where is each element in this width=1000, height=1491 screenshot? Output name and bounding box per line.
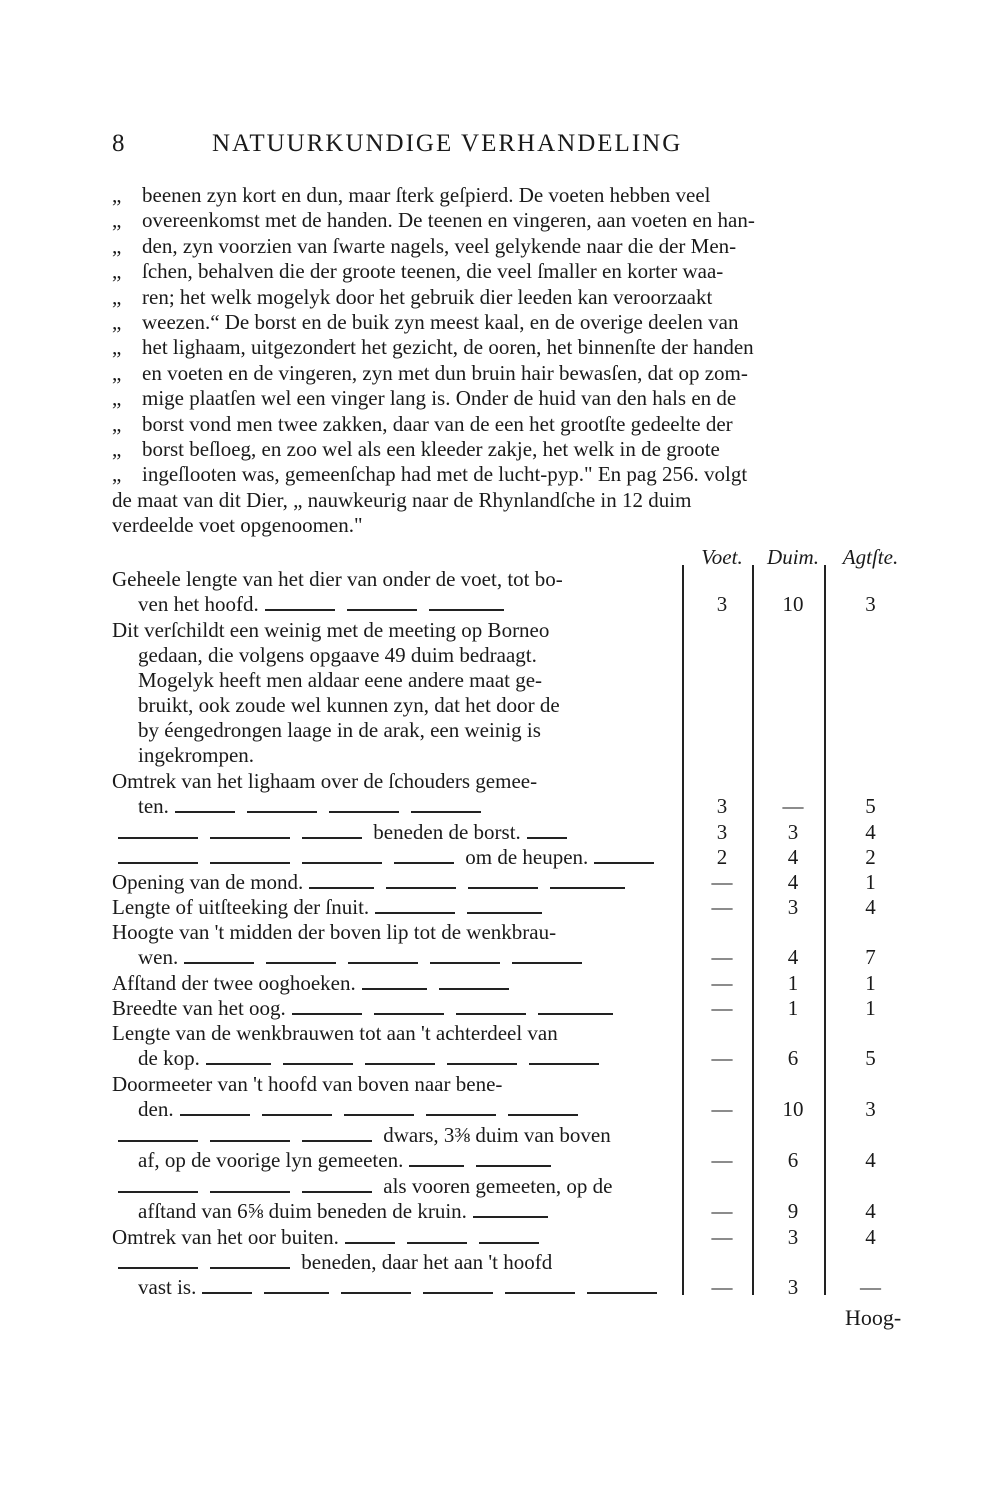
value-duim: 3 (787, 1275, 799, 1299)
value-duim: 1 (787, 971, 799, 995)
value-duim: 3 (787, 895, 799, 919)
header-duim: Duim. (767, 545, 819, 569)
header-agtste: Agtſte. (842, 545, 899, 569)
page-number: 8 (112, 130, 127, 157)
value-agtste: 5 (865, 794, 876, 818)
value-agtste: 5 (865, 1046, 876, 1070)
value-duim: 4 (787, 945, 799, 969)
text-line: „ beenen zyn kort en dun, maar ſterk geſpierd. De voeten hebben veel (112, 183, 711, 207)
value-voet: — (711, 996, 733, 1020)
value-agtste: 1 (865, 870, 876, 894)
value-agtste: 4 (865, 820, 876, 844)
text-line: „ ren; het welk mogelyk door het gebruik dier leeden kan veroorzaakt (112, 284, 713, 309)
value-duim: 10 (782, 592, 804, 616)
text-line: „ den, zyn voorzien van ſwarte nagels, veel gelykende naar die der Men- (112, 233, 737, 258)
value-agtste: 3 (865, 1097, 876, 1121)
column-rule (824, 565, 826, 1295)
value-agtste: 2 (865, 845, 876, 869)
value-duim: 1 (787, 996, 799, 1020)
text-line: „ mige plaatſen wel een vinger lang is. Onder de huid van den hals en de (112, 386, 737, 411)
value-voet: — (711, 1225, 733, 1249)
value-duim: 6 (787, 1148, 799, 1172)
value-agtste: 4 (865, 1199, 876, 1223)
value-duim: 4 (787, 870, 799, 894)
value-duim: 3 (787, 820, 799, 844)
value-duim: 9 (787, 1199, 799, 1223)
value-voet: — (711, 1148, 733, 1172)
value-voet: — (711, 1097, 733, 1121)
value-agtste: 7 (865, 945, 876, 969)
text-line: „ borst vond men twee zakken, daar van de een het grootſte gedeelte der (112, 411, 733, 436)
running-head: NATUURKUNDIGE VERHANDELING (212, 130, 683, 157)
value-voet: — (711, 1275, 733, 1299)
text-line: „ ingeſlooten was, gemeenſchap had met de lucht-pyp." En pag 256. volgt (112, 462, 748, 487)
value-agtste: 1 (865, 971, 876, 995)
value-duim: 6 (787, 1046, 799, 1070)
value-agtste: 1 (865, 996, 876, 1020)
value-voet: 3 (716, 820, 728, 844)
text-line: verdeelde voet opgenoomen." (112, 513, 363, 538)
value-voet: — (711, 945, 733, 969)
page-header (112, 130, 802, 164)
text-line: „ het lighaam, uitgezondert het gezicht, de ooren, het binnenſte der handen (112, 335, 754, 360)
value-voet: — (711, 895, 733, 919)
text-line: „ overeenkomst met de handen. De teenen en vingeren, aan voeten en han- (112, 208, 755, 233)
text-line: „ ſchen, behalven die der groote teenen, die veel ſmaller en korter waa- (112, 259, 724, 284)
value-agtste: — (860, 1275, 881, 1299)
text-line: de maat van dit Dier, „ nauwkeurig naar de Rhynlandſche in 12 duim (112, 487, 692, 512)
catchword: Hoog- (845, 1305, 902, 1330)
body-text (112, 183, 912, 538)
measurement-table: Voet. Duim. Agtſte. Geheele lengte van het dier van onder de voet, tot bo- ven het hoofd. 3 10 3 Dit verſchildt een weinig met de meeting op Borneo gedaan, die volgens opgaave 49 duim bedraagt. Mogelyk heeft men aldaar eene andere maat ge- bruikt, ook zoude wel kunnen zyn, dat het door de by éengedrongen laage in de arak, een weinig is ingekrompen. Omtrek van het lighaam over de ſchouders gemee- ten. 3 — 5 beneden de borst. 3 3 4 om de heupen. 2 4 2 Opening van de mond. — 4 1 Lengte of uitſteeking der ſnuit. — 3 4 Hoogte van 't midden der boven lip tot de wenkbrau- wen. — 4 7 Afſtand der twee ooghoeken. — 1 1 Breedte van het oog. — 1 1 Lengte van de wenkbrauwen tot aan 't achterdeel van de kop. — 6 5 Doormeeter van 't hoofd van boven naar bene- den. — 10 3 dwars, 3⅜ duim van boven af, op de voorige lyn gemeeten. — 6 4 als vooren gemeeten, op de afſtand van 6⅝ duim beneden de kruin. — 9 4 Omtrek van het oor buiten. — 3 4 beneden, daar het aan 't hoofd vast is. — 3 — (112, 545, 912, 1305)
value-voet: 3 (716, 794, 728, 818)
value-agtste: 4 (865, 1225, 876, 1249)
text-line: „ en voeten en de vingeren, zyn met dun bruin hair bewasſen, dat op zom- (112, 360, 748, 385)
value-agtste: 4 (865, 1148, 876, 1172)
value-voet: 3 (716, 592, 728, 616)
value-duim: — (782, 794, 804, 818)
value-agtste: 4 (865, 895, 876, 919)
value-voet: — (711, 971, 733, 995)
value-voet: — (711, 1046, 733, 1070)
value-duim: 4 (787, 845, 799, 869)
header-voet: Voet. (701, 545, 743, 569)
value-voet: 2 (716, 845, 728, 869)
column-rule (752, 565, 754, 1295)
value-duim: 3 (787, 1225, 799, 1249)
value-duim: 10 (782, 1097, 804, 1121)
text-line: „ weezen.“ De borst en de buik zyn meest kaal, en de overige deelen van (112, 309, 739, 334)
value-agtste: 3 (865, 592, 876, 616)
value-voet: — (711, 870, 733, 894)
value-voet: — (711, 1199, 733, 1223)
table-header (687, 545, 912, 571)
text-line: „ borst beſloeg, en zoo wel als een kleeder zakje, het welk in de groote (112, 436, 720, 461)
